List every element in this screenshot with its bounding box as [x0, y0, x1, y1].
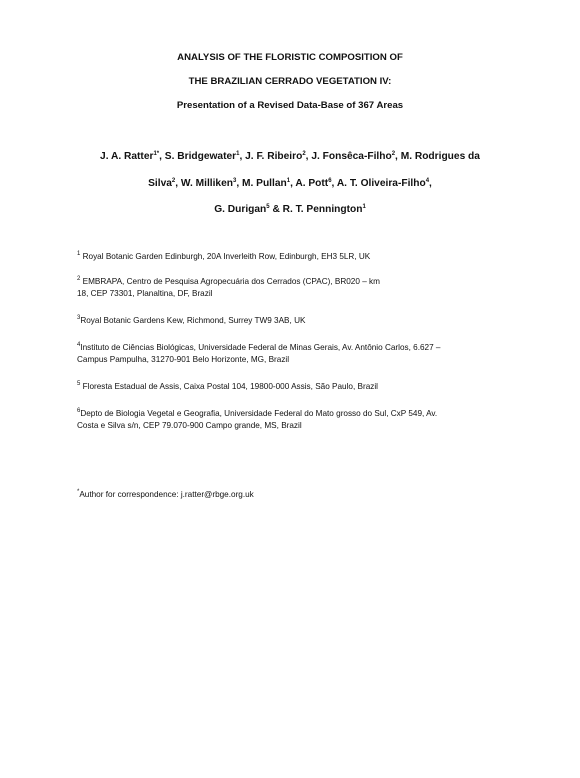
- correspondence-mark: *: [77, 489, 80, 495]
- affiliation-mark: 2: [77, 276, 81, 282]
- affiliation-mark: 6: [77, 408, 81, 414]
- affiliation-1: [77, 251, 507, 263]
- affiliation-text: EMBRAPA, Centro de Pesquisa Agropecuária dos Cerrados (CPAC), BR020 – km: [82, 277, 380, 286]
- author-affiliation-mark: 4: [425, 177, 430, 184]
- author-separator: ,: [429, 177, 432, 189]
- author-name: Silva: [148, 177, 172, 189]
- author-affiliation-mark: 1: [236, 151, 240, 157]
- paper-title: [0, 52, 580, 124]
- author-line-2: [0, 178, 580, 205]
- title-line-1: ANALYSIS OF THE FLORISTIC COMPOSITION OF: [177, 52, 403, 63]
- affiliation-text: Campus Pampulha, 31270-901 Belo Horizonte, MG, Brazil: [77, 355, 290, 364]
- title-line-2: THE BRAZILIAN CERRADO VEGETATION IV:: [188, 76, 392, 87]
- author-affiliation-mark: 2: [171, 177, 176, 184]
- title-line-3: Presentation of a Revised Data-Base of 367 Areas: [176, 100, 404, 111]
- author-name: , A. Pott: [290, 177, 329, 189]
- author-affiliation-mark: 1: [286, 177, 291, 184]
- author-name: G. Durigan: [214, 204, 267, 215]
- author-line-1: [0, 151, 580, 178]
- correspondence-text: Author for correspondence: j.ratter@rbge.org.uk: [79, 490, 254, 499]
- author-name: , S. Bridgewater: [159, 151, 237, 162]
- author-list: [0, 151, 580, 231]
- affiliation-mark: 3: [77, 315, 81, 321]
- affiliation-5: [77, 381, 507, 393]
- author-affiliation-mark: 5: [266, 204, 270, 210]
- affiliation-text: 18, CEP 73301, Planaltina, DF, Brazil: [77, 289, 213, 298]
- affiliation-text: Depto de Biologia Vegetal e Geografia, Universidade Federal do Mato grosso do Sul, CxP 549, Av.: [80, 409, 438, 418]
- affiliation-list: [77, 251, 507, 432]
- affiliation-3: [77, 315, 507, 327]
- author-name: , W. Milliken: [175, 177, 233, 189]
- author-name: J. A. Ratter: [100, 151, 154, 162]
- affiliation-mark: 4: [77, 342, 81, 348]
- affiliation-4: [77, 342, 507, 366]
- author-name: & R. T. Pennington: [269, 204, 363, 215]
- affiliation-mark: 1: [77, 251, 81, 257]
- author-affiliation-mark: 3: [233, 177, 237, 184]
- author-affiliation-mark: 2: [391, 151, 396, 157]
- affiliation-6: [77, 408, 507, 432]
- author-affiliation-mark: 6: [328, 177, 332, 184]
- author-name: , J. Fonsêca-Filho: [305, 151, 392, 162]
- affiliation-text: Instituto de Ciências Biológicas, Universidade Federal de Minas Gerais, Av. Antônio Carlos, 6.627 –: [80, 343, 441, 352]
- affiliation-text: Royal Botanic Garden Edinburgh, 20A Inverleith Row, Edinburgh, EH3 5LR, UK: [82, 252, 371, 261]
- author-affiliation-mark: 1: [362, 204, 366, 210]
- author-affiliation-mark: 2: [302, 151, 306, 157]
- affiliation-mark: 5: [77, 381, 81, 387]
- affiliation-text: Costa e Silva s/n, CEP 79.070-900 Campo grande, MS, Brazil: [77, 421, 302, 430]
- affiliation-2: [77, 276, 507, 300]
- author-name: , M. Rodrigues da: [395, 151, 480, 162]
- author-affiliation-mark: 1*: [153, 151, 160, 157]
- affiliation-text: Floresta Estadual de Assis, Caixa Postal 104, 19800-000 Assis, São Paulo, Brazil: [82, 382, 378, 391]
- author-name: , A. T. Oliveira-Filho: [331, 177, 426, 189]
- author-name: , J. F. Ribeiro: [239, 151, 303, 162]
- correspondence-note: [77, 489, 254, 501]
- affiliation-text: Royal Botanic Gardens Kew, Richmond, Surrey TW9 3AB, UK: [80, 316, 306, 325]
- author-line-3: [0, 204, 580, 231]
- author-name: , M. Pullan: [236, 177, 287, 189]
